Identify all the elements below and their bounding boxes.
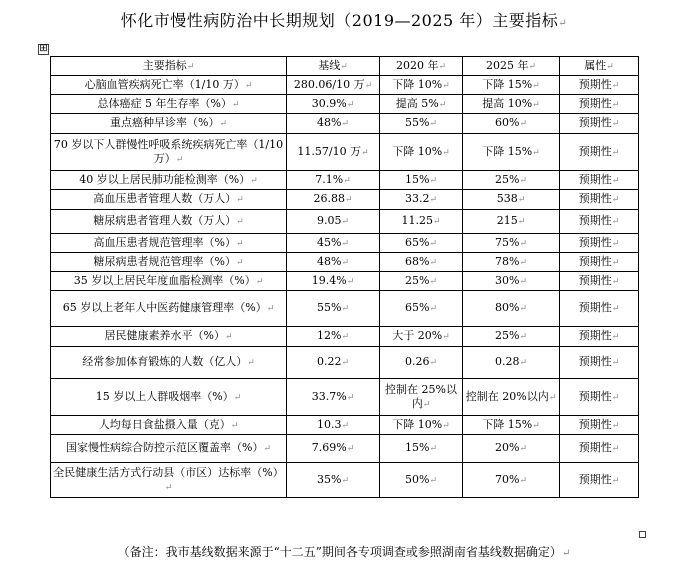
paragraph-mark-icon: ↵ bbox=[233, 392, 242, 403]
paragraph-mark-icon: ↵ bbox=[236, 195, 244, 205]
table-cell: 下降 15%↵ bbox=[463, 76, 560, 95]
paragraph-mark-icon: ↵ bbox=[164, 482, 173, 493]
table-cell: 11.25↵ bbox=[380, 210, 463, 234]
table-cell: 48%↵ bbox=[287, 114, 380, 134]
paragraph-mark-icon: ↵ bbox=[611, 238, 620, 249]
paragraph-mark-icon: ↵ bbox=[611, 358, 620, 368]
paragraph-mark-icon: ↵ bbox=[442, 420, 450, 431]
table-cell: 65%↵ bbox=[380, 234, 463, 253]
table-cell: 预期性↵ bbox=[560, 416, 639, 435]
table-cell: 下降 10%↵ bbox=[380, 134, 463, 171]
table-cell: 0.22↵ bbox=[287, 347, 380, 379]
paragraph-mark-icon: ↵ bbox=[519, 238, 527, 249]
paragraph-mark-icon: ↵ bbox=[346, 99, 355, 110]
table-row bbox=[51, 463, 639, 498]
footnote-text: （备注：我市基线数据来源于“十二五”期间各专项调查或参照湖南省基线数据确定） bbox=[117, 545, 562, 559]
paragraph-mark-icon: ↵ bbox=[532, 420, 540, 431]
paragraph-mark-icon: ↵ bbox=[341, 257, 349, 268]
table-row bbox=[51, 435, 639, 463]
table-cell: 高血压患者规范管理率（%）↵ bbox=[51, 234, 287, 253]
paragraph-mark-icon: ↵ bbox=[519, 358, 528, 368]
table-row bbox=[51, 190, 639, 210]
table-cell: 人均每日食盐摄入量（克）↵ bbox=[51, 416, 287, 435]
paragraph-mark-icon: ↵ bbox=[341, 119, 349, 129]
paragraph-mark-icon: ↵ bbox=[611, 304, 620, 314]
table-cell: 提高 5%↵ bbox=[380, 95, 463, 114]
paragraph-mark-icon: ↵ bbox=[230, 420, 239, 431]
table-cell: 糖尿病患者规范管理率（%）↵ bbox=[51, 253, 287, 272]
paragraph-mark-icon: ↵ bbox=[442, 147, 450, 158]
table-cell: 78%↵ bbox=[463, 253, 560, 272]
paragraph-mark-icon: ↵ bbox=[611, 175, 620, 186]
table-cell: 糖尿病患者管理人数（万人）↵ bbox=[51, 210, 287, 234]
paragraph-mark-icon: ↵ bbox=[432, 217, 441, 227]
paragraph-mark-icon: ↵ bbox=[422, 399, 431, 410]
paragraph-mark-icon: ↵ bbox=[611, 80, 620, 91]
paragraph-mark-icon: ↵ bbox=[361, 147, 369, 158]
table-cell: 下降 15%↵ bbox=[463, 416, 560, 435]
table-cell: 预期性↵ bbox=[560, 253, 639, 272]
table-cell: 预期性↵ bbox=[560, 95, 639, 114]
table-cell: 55%↵ bbox=[380, 114, 463, 134]
table-resize-handle[interactable] bbox=[639, 531, 646, 538]
paragraph-mark-icon: ↵ bbox=[611, 119, 620, 129]
paragraph-mark-icon: ↵ bbox=[519, 119, 527, 129]
table-cell: 居民健康素养水平（%）↵ bbox=[51, 327, 287, 347]
header-cell: 属性↵ bbox=[560, 57, 639, 76]
table-cell: 30%↵ bbox=[463, 272, 560, 291]
table-cell: 经常参加体育锻炼的人数（亿人）↵ bbox=[51, 347, 287, 379]
table-cell: 55%↵ bbox=[287, 291, 380, 327]
paragraph-mark-icon: ↵ bbox=[442, 80, 450, 91]
paragraph-mark-icon: ↵ bbox=[429, 175, 437, 186]
paragraph-mark-icon: ↵ bbox=[548, 392, 557, 403]
table-cell: 高血压患者管理人数（万人）↵ bbox=[51, 190, 287, 210]
title-text: 怀化市慢性病防治中长期规划（2019—2025 年）主要指标 bbox=[120, 11, 559, 30]
table-cell: 70%↵ bbox=[463, 463, 560, 498]
paragraph-mark-icon: ↵ bbox=[519, 276, 527, 287]
paragraph-mark-icon: ↵ bbox=[611, 392, 620, 403]
paragraph-mark-icon: ↵ bbox=[235, 257, 244, 268]
paragraph-mark-icon: ↵ bbox=[247, 358, 255, 368]
table-cell: 26.88↵ bbox=[287, 190, 380, 210]
table-cell: 33.7%↵ bbox=[287, 379, 380, 416]
table-cell: 预期性↵ bbox=[560, 190, 639, 210]
table-cell: 35%↵ bbox=[287, 463, 380, 498]
table-cell: 80%↵ bbox=[463, 291, 560, 327]
table-cell: 0.26↵ bbox=[380, 347, 463, 379]
table-cell: 预期性↵ bbox=[560, 210, 639, 234]
table-cell: 25%↵ bbox=[380, 272, 463, 291]
table-cell: 预期性↵ bbox=[560, 171, 639, 190]
table-cell: 下降 15%↵ bbox=[463, 134, 560, 171]
paragraph-mark-icon: ↵ bbox=[519, 175, 527, 186]
paragraph-mark-icon: ↵ bbox=[611, 147, 620, 158]
table-cell: 33.2↵ bbox=[380, 190, 463, 210]
paragraph-mark-icon: ↵ bbox=[364, 80, 373, 91]
paragraph-mark-icon: ↵ bbox=[244, 80, 253, 91]
paragraph-mark-icon: ↵ bbox=[429, 358, 438, 368]
table-cell: 19.4%↵ bbox=[287, 272, 380, 291]
table-cell: 预期性↵ bbox=[560, 272, 639, 291]
table-cell: 60%↵ bbox=[463, 114, 560, 134]
paragraph-mark-icon: ↵ bbox=[344, 195, 353, 205]
table-cell: 68%↵ bbox=[380, 253, 463, 272]
paragraph-mark-icon: ↵ bbox=[611, 475, 620, 486]
paragraph-mark-icon: ↵ bbox=[224, 332, 233, 342]
paragraph-mark-icon: ↵ bbox=[519, 475, 527, 486]
table-cell: 20%↵ bbox=[463, 435, 560, 463]
table-cell: 心脑血管疾病死亡率（1/10 万）↵ bbox=[51, 76, 287, 95]
paragraph-mark-icon: ↵ bbox=[429, 195, 438, 205]
table-cell: 35 岁以上居民年度血脂检测率（%）↵ bbox=[51, 272, 287, 291]
paragraph-mark-icon: ↵ bbox=[611, 332, 620, 342]
header-cell: 2020 年↵ bbox=[380, 57, 463, 76]
table-row bbox=[51, 327, 639, 347]
paragraph-mark-icon: ↵ bbox=[558, 18, 568, 29]
table-row bbox=[51, 234, 639, 253]
paragraph-mark-icon: ↵ bbox=[236, 217, 244, 227]
table-row bbox=[51, 272, 639, 291]
paragraph-mark-icon: ↵ bbox=[442, 332, 450, 342]
table-cell: 下降 10%↵ bbox=[380, 76, 463, 95]
table-row bbox=[51, 76, 639, 95]
table-row bbox=[51, 95, 639, 114]
paragraph-mark-icon: ↵ bbox=[519, 444, 527, 454]
paragraph-mark-icon: ↵ bbox=[519, 332, 527, 342]
paragraph-mark-icon: ↵ bbox=[517, 217, 526, 227]
table-cell: 48%↵ bbox=[287, 253, 380, 272]
table-cell: 全民健康生活方式行动县（市区）达标率（%）↵ bbox=[51, 463, 287, 498]
paragraph-mark-icon: ↵ bbox=[263, 444, 271, 454]
paragraph-mark-icon: ↵ bbox=[519, 257, 527, 268]
table-cell: 重点癌种早诊率（%）↵ bbox=[51, 114, 287, 134]
table-cell: 预期性↵ bbox=[560, 134, 639, 171]
table-cell: 提高 10%↵ bbox=[463, 95, 560, 114]
paragraph-mark-icon: ↵ bbox=[341, 217, 350, 227]
page-title bbox=[0, 8, 688, 31]
paragraph-mark-icon: ↵ bbox=[517, 195, 526, 205]
paragraph-mark-icon: ↵ bbox=[341, 332, 349, 342]
paragraph-mark-icon: ↵ bbox=[429, 276, 437, 287]
table-cell: 65 岁以上老年人中医药健康管理率（%）↵ bbox=[51, 291, 287, 327]
table-row bbox=[51, 379, 639, 416]
header-cell: 主要指标↵ bbox=[51, 57, 287, 76]
table-cell: 预期性↵ bbox=[560, 379, 639, 416]
table-cell: 预期性↵ bbox=[560, 347, 639, 379]
paragraph-mark-icon: ↵ bbox=[219, 119, 227, 129]
footnote bbox=[0, 543, 688, 560]
table-cell: 预期性↵ bbox=[560, 76, 639, 95]
paragraph-mark-icon: ↵ bbox=[341, 304, 349, 314]
paragraph-mark-icon: ↵ bbox=[611, 99, 620, 110]
paragraph-mark-icon: ↵ bbox=[532, 99, 540, 110]
table-row bbox=[51, 134, 639, 171]
paragraph-mark-icon: ↵ bbox=[175, 154, 184, 165]
paragraph-mark-icon: ↵ bbox=[429, 304, 437, 314]
paragraph-mark-icon: ↵ bbox=[611, 444, 620, 454]
paragraph-mark-icon: ↵ bbox=[231, 99, 240, 110]
table-row bbox=[51, 416, 639, 435]
table-cell: 40 岁以上居民肺功能检测率（%）↵ bbox=[51, 171, 287, 190]
table-cell: 0.28↵ bbox=[463, 347, 560, 379]
table-row bbox=[51, 210, 639, 234]
table-cell: 15%↵ bbox=[380, 171, 463, 190]
table-row bbox=[51, 114, 639, 134]
table-cell: 50%↵ bbox=[380, 463, 463, 498]
paragraph-mark-icon: ↵ bbox=[235, 238, 244, 249]
paragraph-mark-icon: ↵ bbox=[532, 80, 540, 91]
table-move-handle-icon[interactable]: ⊞ bbox=[39, 43, 48, 54]
table-cell: 70 岁以下人群慢性呼吸系统疾病死亡率（1/10 万）↵ bbox=[51, 134, 287, 171]
table-cell: 215↵ bbox=[463, 210, 560, 234]
table-cell: 11.57/10 万↵ bbox=[287, 134, 380, 171]
paragraph-mark-icon: ↵ bbox=[346, 276, 355, 287]
table-cell: 下降 10%↵ bbox=[380, 416, 463, 435]
paragraph-mark-icon: ↵ bbox=[519, 304, 527, 314]
paragraph-mark-icon: ↵ bbox=[343, 175, 351, 186]
paragraph-mark-icon: ↵ bbox=[611, 257, 620, 268]
table-cell: 预期性↵ bbox=[560, 114, 639, 134]
table-cell: 预期性↵ bbox=[560, 327, 639, 347]
table-row bbox=[51, 347, 639, 379]
table-cell: 大于 20%↵ bbox=[380, 327, 463, 347]
indicators-table bbox=[50, 56, 639, 498]
table-cell: 控制在 20%以内↵ bbox=[463, 379, 560, 416]
paragraph-mark-icon: ↵ bbox=[250, 175, 258, 186]
table-cell: 总体癌症 5 年生存率（%）↵ bbox=[51, 95, 287, 114]
table-cell: 9.05↵ bbox=[287, 210, 380, 234]
table-cell: 预期性↵ bbox=[560, 291, 639, 327]
paragraph-mark-icon: ↵ bbox=[532, 147, 540, 158]
paragraph-mark-icon: ↵ bbox=[429, 475, 437, 486]
table-cell: 预期性↵ bbox=[560, 463, 639, 498]
table-cell: 7.69%↵ bbox=[287, 435, 380, 463]
table-header-row bbox=[51, 57, 639, 76]
paragraph-mark-icon: ↵ bbox=[429, 444, 437, 454]
table-cell: 45%↵ bbox=[287, 234, 380, 253]
table-cell: 预期性↵ bbox=[560, 234, 639, 253]
paragraph-mark-icon: ↵ bbox=[611, 217, 620, 227]
table-cell: 65%↵ bbox=[380, 291, 463, 327]
paragraph-mark-icon: ↵ bbox=[561, 548, 571, 559]
table-cell: 10.3↵ bbox=[287, 416, 380, 435]
header-cell: 基线↵ bbox=[287, 57, 380, 76]
table-cell: 25%↵ bbox=[463, 327, 560, 347]
table-cell: 控制在 25%以内↵ bbox=[380, 379, 463, 416]
table-cell: 538↵ bbox=[463, 190, 560, 210]
paragraph-mark-icon: ↵ bbox=[611, 195, 620, 205]
table-row bbox=[51, 253, 639, 272]
paragraph-mark-icon: ↵ bbox=[438, 99, 447, 110]
paragraph-mark-icon: ↵ bbox=[611, 420, 620, 431]
table-row bbox=[51, 291, 639, 327]
paragraph-mark-icon: ↵ bbox=[255, 276, 264, 287]
paragraph-mark-icon: ↵ bbox=[266, 304, 275, 314]
table-cell: 预期性↵ bbox=[560, 435, 639, 463]
paragraph-mark-icon: ↵ bbox=[346, 392, 355, 403]
table-cell: 75%↵ bbox=[463, 234, 560, 253]
paragraph-mark-icon: ↵ bbox=[341, 475, 349, 486]
paragraph-mark-icon: ↵ bbox=[611, 276, 620, 287]
paragraph-mark-icon: ↵ bbox=[429, 238, 437, 249]
table-cell: 15 岁以上人群吸烟率（%）↵ bbox=[51, 379, 287, 416]
table-cell: 7.1%↵ bbox=[287, 171, 380, 190]
paragraph-mark-icon: ↵ bbox=[429, 257, 437, 268]
paragraph-mark-icon: ↵ bbox=[346, 444, 355, 454]
table-cell: 25%↵ bbox=[463, 171, 560, 190]
table-cell: 12%↵ bbox=[287, 327, 380, 347]
table-row bbox=[51, 171, 639, 190]
header-cell: 2025 年↵ bbox=[463, 57, 560, 76]
paragraph-mark-icon: ↵ bbox=[341, 238, 349, 249]
paragraph-mark-icon: ↵ bbox=[341, 420, 350, 431]
table-cell: 280.06/10 万↵ bbox=[287, 76, 380, 95]
paragraph-mark-icon: ↵ bbox=[341, 358, 350, 368]
table-cell: 30.9%↵ bbox=[287, 95, 380, 114]
table-cell: 国家慢性病综合防控示范区覆盖率（%）↵ bbox=[51, 435, 287, 463]
paragraph-mark-icon: ↵ bbox=[429, 119, 437, 129]
table-cell: 15%↵ bbox=[380, 435, 463, 463]
